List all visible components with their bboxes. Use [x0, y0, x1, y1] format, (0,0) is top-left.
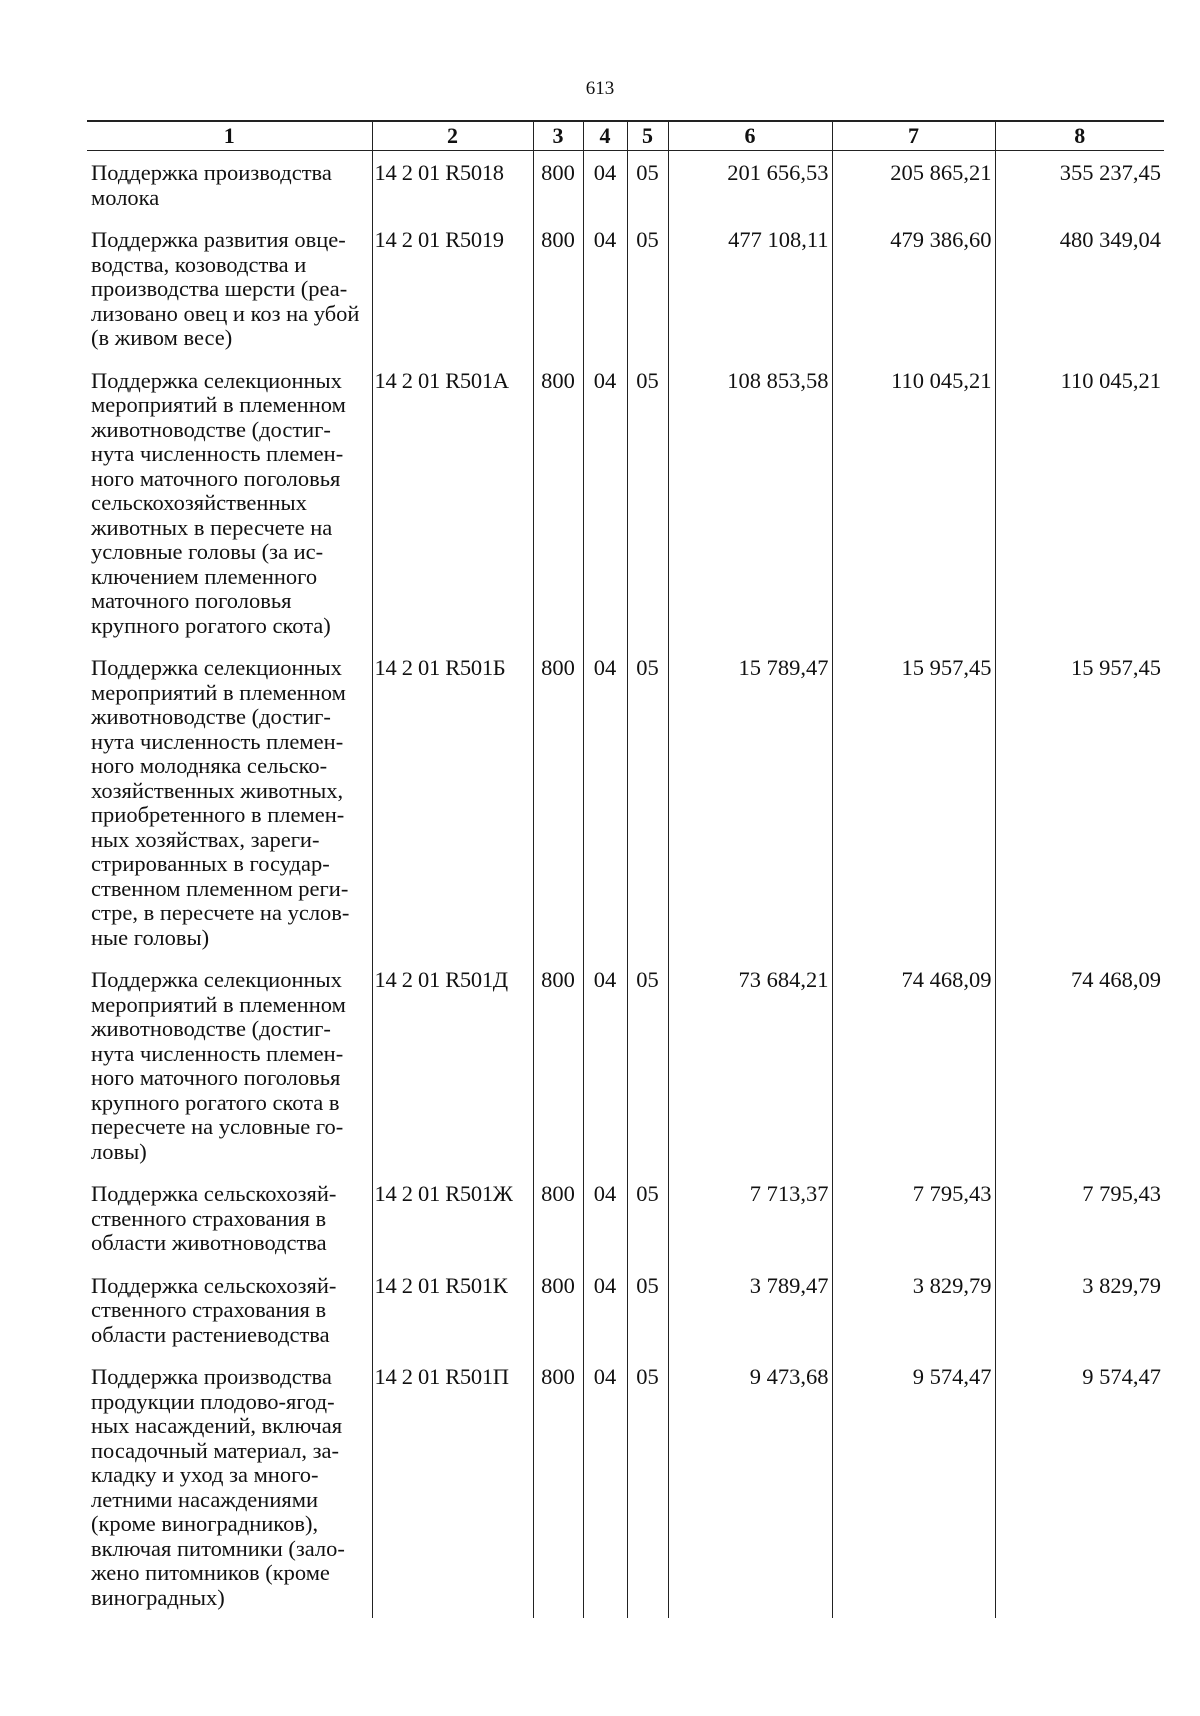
row-code: 14 2 01 R501Ж	[372, 1172, 533, 1264]
row-code: 14 2 01 R5018	[372, 151, 533, 219]
table-row	[87, 646, 1164, 958]
row-code: 14 2 01 R501К	[372, 1264, 533, 1356]
row-col3: 800	[533, 1172, 583, 1264]
row-col4: 04	[583, 359, 627, 647]
row-value-6: 201 656,53	[668, 151, 832, 219]
table-row	[87, 359, 1164, 647]
table-header-row	[87, 121, 1164, 151]
column-header: 6	[668, 121, 832, 151]
row-col3: 800	[533, 1355, 583, 1618]
row-value-6: 73 684,21	[668, 958, 832, 1172]
column-header: 2	[372, 121, 533, 151]
row-description: Поддержка селекционных мероприятий в племенном животноводстве (достиг-нута численность племен-ного молодняка сельско-хозяйственных животных, приобретенного в племен-ных хозяйствах, зареги-стрированных в государ-ственном племенном реги-стре, в пересчете на услов-ные головы)	[91, 655, 350, 950]
row-description: Поддержка селекционных мероприятий в племенном животноводстве (достиг-нута численность племен-ного маточного поголовья крупного рогатого скота в пересчете на условные го-ловы)	[91, 967, 346, 1164]
row-col4: 04	[583, 151, 627, 219]
table-row	[87, 218, 1164, 359]
row-col4: 04	[583, 1172, 627, 1264]
row-col5: 05	[627, 1172, 668, 1264]
row-value-7: 110 045,21	[832, 359, 995, 647]
row-col5: 05	[627, 151, 668, 219]
table-row	[87, 958, 1164, 1172]
row-code: 14 2 01 R501П	[372, 1355, 533, 1618]
row-value-8: 74 468,09	[995, 958, 1164, 1172]
budget-table-container	[87, 120, 1164, 1618]
row-value-6: 3 789,47	[668, 1264, 832, 1356]
row-col3: 800	[533, 646, 583, 958]
row-description: Поддержка сельскохозяй-ственного страхования в области животноводства	[91, 1181, 337, 1255]
row-col5: 05	[627, 359, 668, 647]
table-row	[87, 1172, 1164, 1264]
row-description: Поддержка производства молока	[91, 160, 332, 210]
row-value-8: 7 795,43	[995, 1172, 1164, 1264]
row-col3: 800	[533, 218, 583, 359]
row-value-7: 15 957,45	[832, 646, 995, 958]
table-row	[87, 1355, 1164, 1618]
row-value-7: 9 574,47	[832, 1355, 995, 1618]
column-header: 7	[832, 121, 995, 151]
row-col4: 04	[583, 1355, 627, 1618]
row-col4: 04	[583, 958, 627, 1172]
row-code: 14 2 01 R501Д	[372, 958, 533, 1172]
row-description: Поддержка производства продукции плодово-ягод-ных насаждений, включая посадочный материал, за-кладку и уход за много-летними насаждениями (кроме виноградников), включая питомники (зало-жено питомников (кроме виноградных)	[91, 1364, 345, 1610]
row-value-8: 9 574,47	[995, 1355, 1164, 1618]
row-col5: 05	[627, 1355, 668, 1618]
column-header: 3	[533, 121, 583, 151]
row-col4: 04	[583, 218, 627, 359]
row-col3: 800	[533, 151, 583, 219]
row-col4: 04	[583, 1264, 627, 1356]
row-code: 14 2 01 R501А	[372, 359, 533, 647]
row-value-7: 3 829,79	[832, 1264, 995, 1356]
page-number: 613	[585, 78, 615, 99]
row-value-8: 355 237,45	[995, 151, 1164, 219]
row-col5: 05	[627, 958, 668, 1172]
row-code: 14 2 01 R5019	[372, 218, 533, 359]
row-col5: 05	[627, 218, 668, 359]
row-col4: 04	[583, 646, 627, 958]
row-description: Поддержка селекционных мероприятий в племенном животноводстве (достиг-нута численность племен-ного маточного поголовья сельскохозяйственных животных в пересчете на условные головы (за ис-ключением племенного маточного поголовья крупного рогатого скота)	[91, 367, 346, 638]
row-value-6: 108 853,58	[668, 359, 832, 647]
row-value-8: 110 045,21	[995, 359, 1164, 647]
row-description: Поддержка развития овце-водства, козоводства и производства шерсти (реа-лизовано овец и коз на убой (в живом весе)	[91, 227, 360, 350]
row-value-7: 7 795,43	[832, 1172, 995, 1264]
row-value-8: 480 349,04	[995, 218, 1164, 359]
row-col5: 05	[627, 1264, 668, 1356]
table-row	[87, 151, 1164, 219]
row-value-8: 3 829,79	[995, 1264, 1164, 1356]
column-header: 1	[87, 121, 372, 151]
row-value-6: 7 713,37	[668, 1172, 832, 1264]
row-col3: 800	[533, 958, 583, 1172]
row-value-7: 479 386,60	[832, 218, 995, 359]
column-header: 4	[583, 121, 627, 151]
row-description: Поддержка сельскохозяй-ственного страхования в области растениеводства	[91, 1272, 337, 1347]
column-header: 5	[627, 121, 668, 151]
row-value-8: 15 957,45	[995, 646, 1164, 958]
row-value-7: 205 865,21	[832, 151, 995, 219]
row-col3: 800	[533, 359, 583, 647]
row-value-6: 9 473,68	[668, 1355, 832, 1618]
column-header: 8	[995, 121, 1164, 151]
row-value-6: 477 108,11	[668, 218, 832, 359]
budget-table	[87, 120, 1164, 1618]
table-row	[87, 1264, 1164, 1356]
row-col3: 800	[533, 1264, 583, 1356]
row-value-7: 74 468,09	[832, 958, 995, 1172]
row-code: 14 2 01 R501Б	[372, 646, 533, 958]
row-value-6: 15 789,47	[668, 646, 832, 958]
row-col5: 05	[627, 646, 668, 958]
